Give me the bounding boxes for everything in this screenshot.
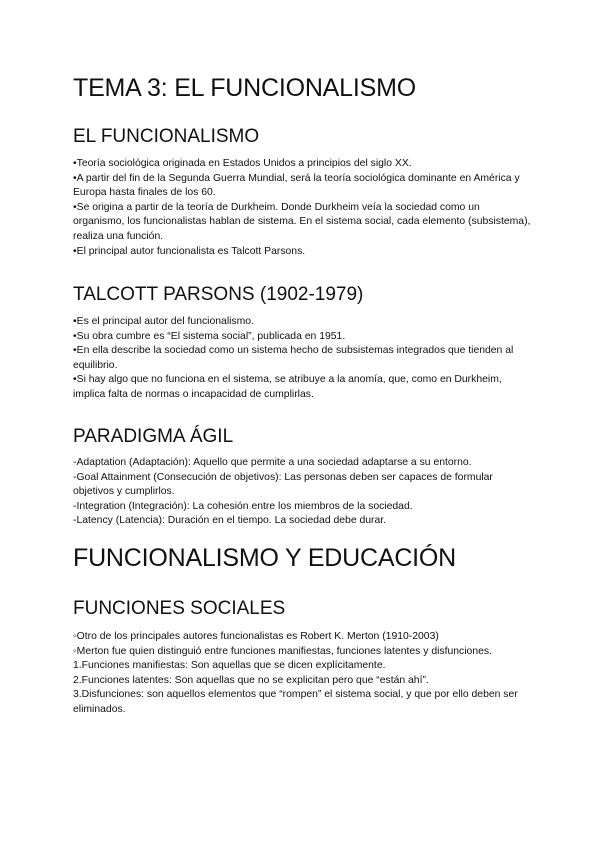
paragraph: •Su obra cumbre es “El sistema social”, publicada en 1951. [73,330,346,342]
section-body-funciones-sociales [73,630,533,718]
paragraph: -Adaptation (Adaptación): Aquello que permite a una sociedad adaptarse a su entorno. [73,457,472,468]
paragraph: •Teoría sociológica originada en Estados Unidos a principios del siglo XX. [73,158,412,169]
paragraph: 1.Funciones manifiestas: Son aquellas que se dicen explícitamente. [73,660,386,672]
section-heading-funcionalismo: EL FUNCIONALISMO [73,126,260,147]
paragraph: 2.Funciones latentes: Son aquellas que no se explicitan pero que “están ahí”. [73,674,429,686]
paragraph: 3.Disfunciones: son aquellos elementos que “rompen” el sistema social, y que por ello deben ser eliminados. [73,689,518,715]
paragraph: •Es el principal autor del funcionalismo. [73,316,254,327]
paragraph: •A partir del fin de la Segunda Guerra Mundial, será la teoría sociológica dominante en América y Europa hasta finales de los 60. [73,172,520,199]
paragraph: •En ella describe la sociedad como un sistema hecho de subsistemas integrados que tienden al equilibrio. [73,345,514,371]
paragraph: ◦Merton fue quien distinguió entre funciones manifiestas, funciones latentes y disfunciones. [73,645,492,657]
paragraph: -Goal Attainment (Consecución de objetivos): Las personas deben ser capaces de formular objetivos y cumplirlos. [73,471,493,498]
section-heading-talcott-parsons: TALCOTT PARSONS (1902-1979) [73,284,364,305]
paragraph: -Latency (Latencia): Duración en el tiempo. La sociedad debe durar. [73,515,387,527]
paragraph: •El principal autor funcionalista es Talcott Parsons. [73,245,306,257]
paragraph: -Integration (Integración): La cohesión entre los miembros de la sociedad. [73,500,413,512]
section-heading-paradigma-agil: PARADIGMA ÁGIL [73,426,234,447]
section-body-funcionalismo [73,157,533,259]
paragraph: ◦Otro de los principales autores funcionalistas es Robert K. Merton (1910-2003) [73,631,439,642]
section-body-talcott-parsons [73,315,533,403]
section-body-paradigma-agil [73,456,533,529]
page-title-educacion: FUNCIONALISMO Y EDUCACIÓN [73,544,457,572]
paragraph: •Si hay algo que no funciona en el sistema, se atribuye a la anomía, que, como en Durkheim, implica falta de normas o incapacidad de cumplirlas. [73,374,502,400]
paragraph: •Se origina a partir de la teoría de Durkheim. Donde Durkheim veía la sociedad como un organismo, los funcionalistas hablan de sistema. En el sistema social, cada elemento (subsistema), realiza una función. [73,201,531,242]
page-title: TEMA 3: EL FUNCIONALISMO [73,74,416,102]
section-heading-funciones-sociales: FUNCIONES SOCIALES [73,598,286,619]
